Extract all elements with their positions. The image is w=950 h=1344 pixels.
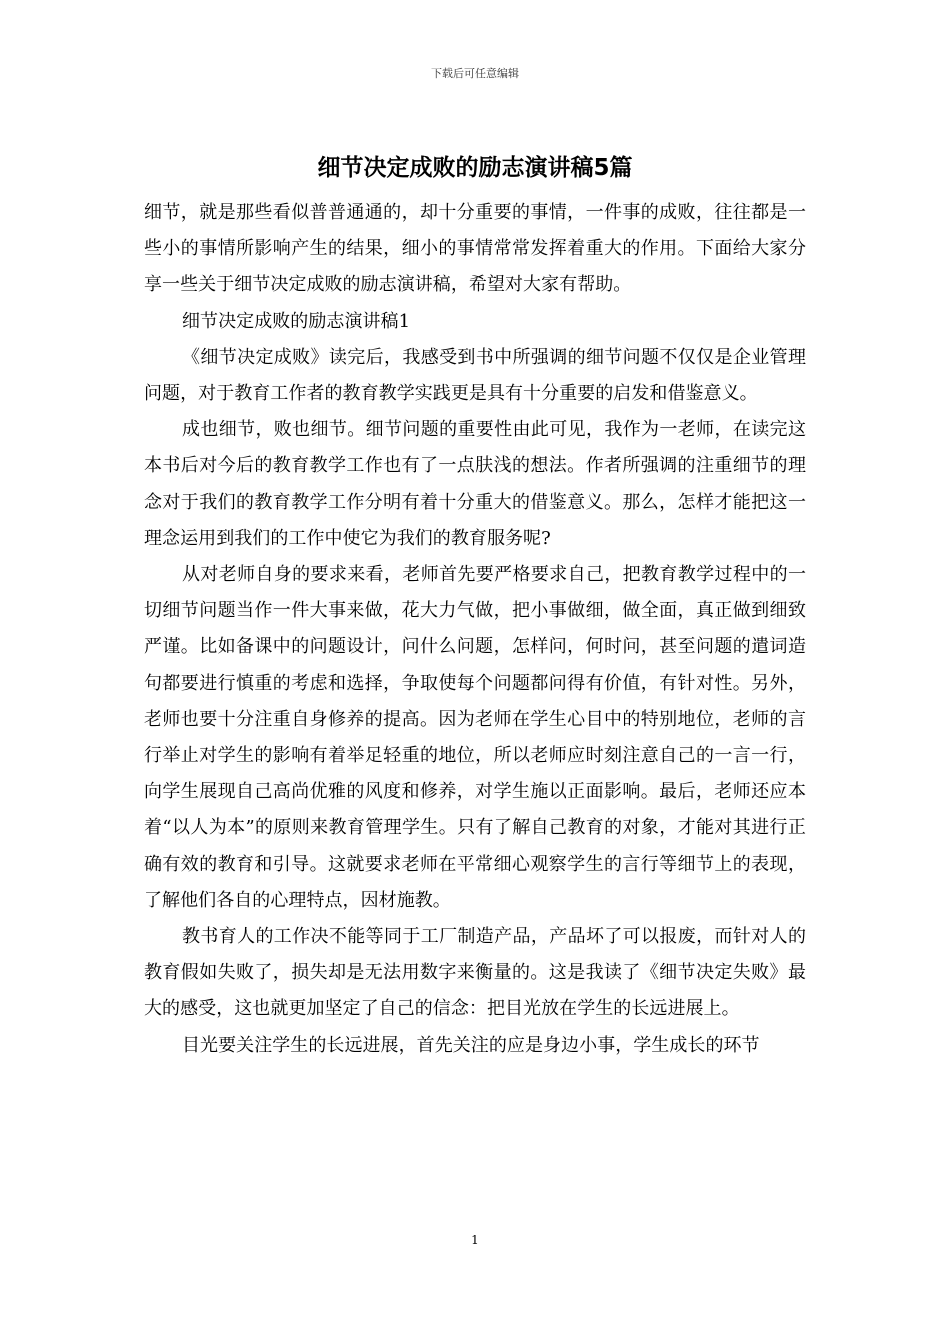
body-paragraph: 从对老师自身的要求来看，老师首先要严格要求自己，把教育教学过程中的一切细节问题当作一件大事来做，花大力气做，把小事做细，做全面，真正做到细致严谨。比如备课中的问题设计，问什么问题，怎样问，何时问，甚至问题的遣词造句都要进行慎重的考虑和选择，争取使每个问题都问得有价值，有针对性。另外，老师也要十分注重自身修养的提高。因为老师在学生心目中的特别地位，老师的言行举止对学生的影响有着举足轻重的地位，所以老师应时刻注意自己的一言一行，向学生展现自己高尚优雅的风度和修养，对学生施以正面影响。最后，老师还应本着“以人为本”的原则来教育管理学生。只有了解自己教育的对象，才能对其进行正确有效的教育和引导。这就要求老师在平常细心观察学生的言行等细节上的表现，了解他们各自的心理特点，因材施教。: [144, 564, 806, 911]
body-paragraph: 教书育人的工作决不能等同于工厂制造产品，产品坏了可以报废，而针对人的教育假如失败了，损失却是无法用数字来衡量的。这是我读了《细节决定失败》最大的感受，这也就更加坚定了自己的信念：把目光放在学生的长远进展上。: [144, 926, 806, 1020]
page-header: 下载后可任意编辑: [431, 67, 519, 80]
body-paragraph: 《细节决定成败》读完后，我感受到书中所强调的细节问题不仅仅是企业管理问题，对于教育工作者的教育教学实践更是具有十分重要的启发和借鉴意义。: [144, 346, 806, 405]
document-body: [144, 195, 806, 1064]
section-heading: 细节决定成败的励志演讲稿1: [182, 310, 411, 332]
page-number: 1: [471, 1233, 479, 1247]
body-paragraph: 目光要关注学生的长远进展，首先关注的应是身边小事，学生成长的环节: [182, 1034, 760, 1056]
body-paragraph: 成也细节，败也细节。细节问题的重要性由此可见，我作为一老师，在读完这本书后对今后的教育教学工作也有了一点肤浅的想法。作者所强调的注重细节的理念对于我们的教育教学工作分明有着十分重大的借鉴意义。那么，怎样才能把这一理念运用到我们的工作中使它为我们的教育服务呢?: [144, 419, 806, 549]
document-title: 细节决定成败的励志演讲稿5篇: [317, 155, 633, 181]
intro-paragraph: 细节，就是那些看似普普通通的，却十分重要的事情，一件事的成败，往往都是一些小的事情所影响产生的结果，细小的事情常常发挥着重大的作用。下面给大家分享一些关于细节决定成败的励志演讲稿，希望对大家有帮助。: [144, 202, 806, 296]
